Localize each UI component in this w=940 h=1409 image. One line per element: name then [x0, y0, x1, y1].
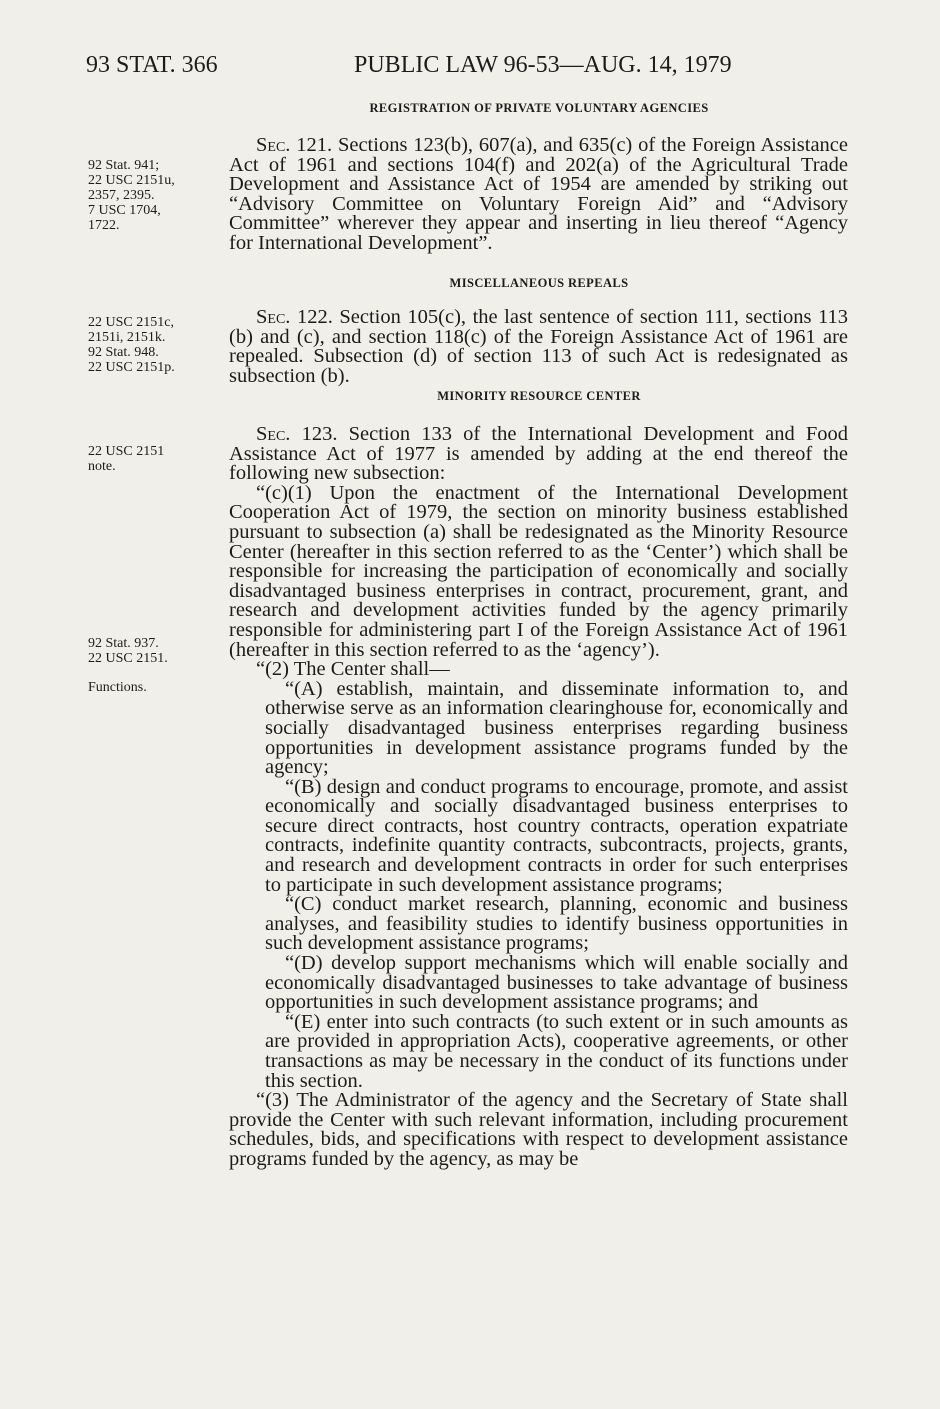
sec-label: Sec.: [256, 134, 291, 156]
section-121-marginal-note: 92 Stat. 941; 22 USC 2151u, 2357, 2395. 7 USC 1704, 1722.: [88, 158, 175, 233]
section-122-marginal-note: 22 USC 2151c, 2151i, 2151k. 92 Stat. 948. 22 USC 2151p.: [88, 315, 175, 375]
section-122-text: [229, 308, 848, 386]
clause-A: “(A) establish, maintain, and disseminate information to, and otherwise serve as an information clearinghouse for, economically and socially disadvantaged business enterprises regarding business opportunities in development assistance programs funded by the agency;: [265, 677, 848, 779]
clause-C: “(C) conduct market research, planning, economic and business analyses, and feasibility studies to identify business opportunities in such development assistance programs;: [265, 893, 848, 955]
sec-label: Sec.: [256, 423, 291, 445]
section-123-text: [229, 425, 848, 1170]
section-122-body: 122. Section 105(c), the last sentence of section 111, sections 113 (b) and (c), and section 118(c) of the Foreign Assistance Act of 1961 are repealed. Subsection (d) of section 113 of such Act is redesignated as subsection (b).: [229, 306, 848, 387]
section-121-body: 121. Sections 123(b), 607(a), and 635(c) of the Foreign Assistance Act of 1961 and sections 104(f) and 202(a) of the Agricultural Trade Development and Assistance Act of 1954 are amended by striking out “Advisory Committee on Voluntary Foreign Aid” and “Advisory Committee” wherever they appear and inserting in lieu thereof “Agency for International Development”.: [229, 134, 848, 254]
statute-reference: 93 STAT. 366: [86, 52, 218, 78]
paragraph-c2: “(2) The Center shall—: [256, 658, 450, 681]
clause-D: “(D) develop support mechanisms which will enable socially and economically disadvantaged businesses to take advantage of business opportunities in such development assistance programs; and: [265, 952, 848, 1014]
page-header: [86, 52, 846, 86]
section-121-heading: REGISTRATION OF PRIVATE VOLUNTARY AGENCIES: [369, 101, 709, 115]
paragraph-c3: “(3) The Administrator of the agency and the Secretary of State shall provide the Center with such relevant information, including procurement schedules, bids, and specifications with respect to development assistance programs funded by the agency, as may be: [229, 1089, 848, 1170]
section-123-marginal-note-2: 92 Stat. 937. 22 USC 2151.: [88, 636, 168, 666]
clause-B: “(B) design and conduct programs to encourage, promote, and assist economically and socially disadvantaged business enterprises to secure direct contracts, host country contracts, operation expatriate contracts, indefinite quantity contracts, subcontracts, projects, grants, and research and development contracts in order for such enterprises to participate in such development assistance programs;: [265, 775, 848, 896]
section-123-intro: 123. Section 133 of the International Development and Food Assistance Act of 1977 is amended by adding at the end thereof the following new subsection:: [229, 423, 849, 485]
section-123-heading: MINORITY RESOURCE CENTER: [437, 389, 641, 403]
section-122-heading: MISCELLANEOUS REPEALS: [449, 276, 629, 290]
functions-marginal-note: Functions.: [88, 680, 147, 695]
clause-E: “(E) enter into such contracts (to such extent or in such amounts as are provided in appropriation Acts), cooperative agreements, or other transactions as may be necessary in the conduct of its functions under this section.: [265, 1010, 848, 1092]
subsection-c1: “(c)(1) Upon the enactment of the International Development Cooperation Act of 1979, the section on minority business established pursuant to subsection (a) shall be redesignated as the Minority Resource Center (hereafter in this section referred to as the ‘Center’) which shall be responsible for increasing the participation of economically and socially disadvantaged business enterprises in contract, procurement, grant, and research and development activities funded by the agency primarily responsible for administering part I of the Foreign Assistance Act of 1961 (hereafter in this section referred to as the ‘agency’).: [229, 481, 848, 661]
section-121-text: [229, 136, 848, 254]
law-title: PUBLIC LAW 96-53—AUG. 14, 1979: [354, 52, 732, 78]
section-123-marginal-note: 22 USC 2151 note.: [88, 444, 165, 474]
sec-label: Sec.: [256, 306, 291, 328]
